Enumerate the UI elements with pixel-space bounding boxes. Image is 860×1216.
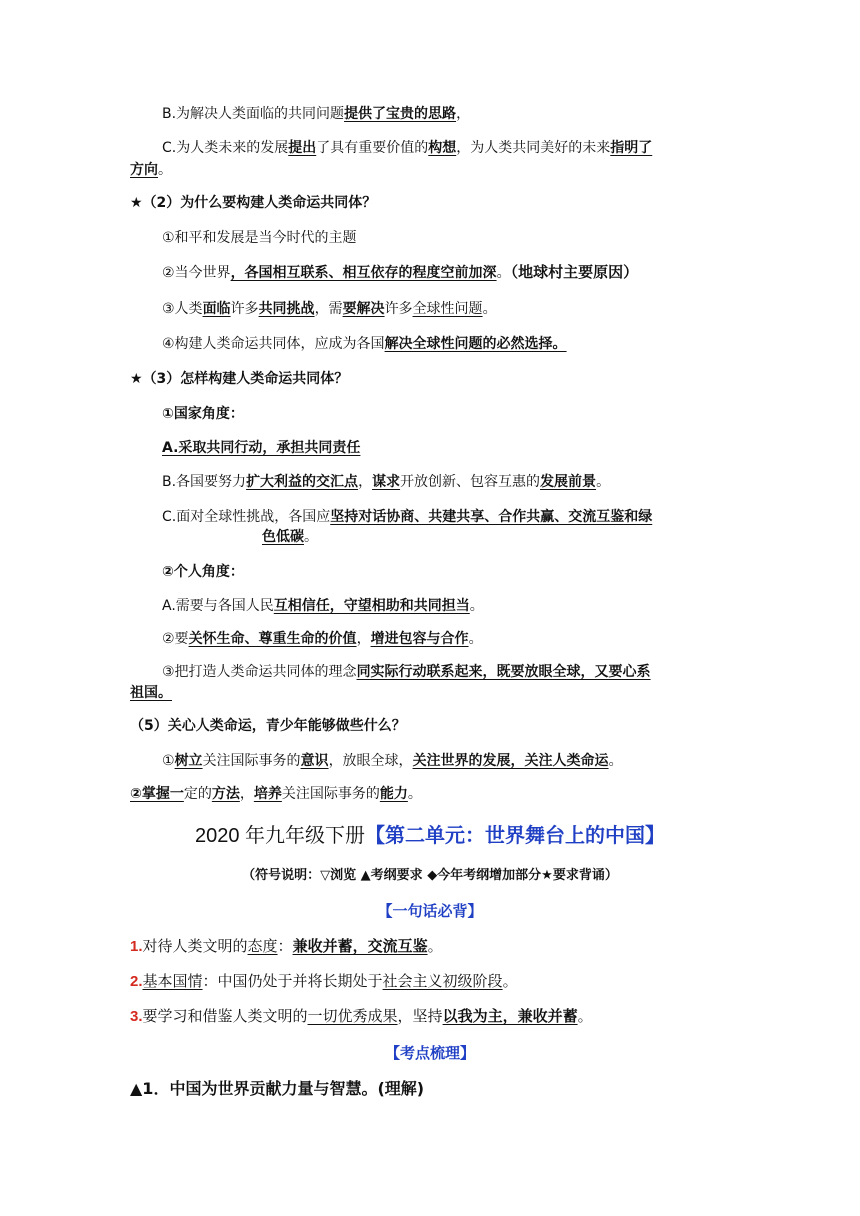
unit-name: 【第二单元：世界舞台上的中国】 bbox=[365, 825, 666, 847]
note: （地球村主要原因） bbox=[510, 264, 639, 281]
person-item-c bbox=[162, 662, 651, 682]
emphasis: 面临 bbox=[202, 301, 231, 317]
emphasis: 意识 bbox=[300, 753, 329, 769]
emphasis: 谋求 bbox=[372, 474, 401, 490]
text: B.各国要努力 bbox=[162, 474, 247, 490]
person-item-c-cont: 祖国。 bbox=[130, 685, 172, 701]
text: C.为人类未来的发展 bbox=[162, 140, 289, 156]
emphasis: 同实际行动联系起来，既要放眼全球，又要心系 bbox=[356, 664, 651, 680]
text: 。 bbox=[496, 265, 511, 281]
text: 。 bbox=[468, 631, 483, 647]
person-item-b bbox=[162, 629, 483, 649]
emphasis: 方法 bbox=[211, 786, 240, 802]
text: 。 bbox=[158, 162, 172, 178]
text: ，坚持 bbox=[397, 1008, 443, 1025]
must-recite-title: 【一句话必背】 bbox=[377, 902, 483, 920]
text: 要学习和借鉴人类文明的 bbox=[142, 1008, 308, 1025]
text: ，需 bbox=[314, 301, 343, 317]
text: ③把打造人类命运共同体的理念 bbox=[162, 664, 357, 680]
review-title: 【考点梳理】 bbox=[384, 1044, 475, 1062]
q3-item-c-cont bbox=[262, 527, 318, 547]
text: 开放创新、包容互惠的 bbox=[400, 474, 541, 490]
emphasis: 互相信任，守望相助和共同担当 bbox=[273, 598, 470, 614]
text: ：中国仍处于并将长期处于 bbox=[202, 973, 383, 990]
text: 。 bbox=[577, 1008, 593, 1025]
person-item-a bbox=[162, 596, 484, 616]
emphasis: 提供了宝贵的思路 bbox=[344, 106, 457, 122]
emphasis: ，各国相互联系、相互依存的程度空前加深 bbox=[230, 265, 497, 281]
text: 了具有重要价值的 bbox=[316, 140, 429, 156]
emphasis: 共同挑战 bbox=[258, 301, 315, 317]
text: ① bbox=[162, 753, 175, 769]
q3-item-a: A.采取共同行动，承担共同责任 bbox=[162, 440, 361, 456]
text: B.为解决人类面临的共同问题 bbox=[162, 106, 345, 122]
text: 2020 年九年级下册 bbox=[194, 825, 366, 847]
emphasis: 坚持对话协商、共建共享、合作共赢、交流互鉴和绿 bbox=[330, 509, 653, 525]
text: 。 bbox=[427, 938, 443, 955]
item-c-cont bbox=[130, 160, 172, 180]
emphasis: 态度 bbox=[247, 938, 278, 955]
emphasis: 色低碳 bbox=[262, 529, 304, 545]
text: 关注国际事务的 bbox=[281, 786, 380, 802]
emphasis: 一切优秀成果 bbox=[307, 1008, 398, 1025]
emphasis: 指明了 bbox=[610, 140, 653, 156]
q2-item-3 bbox=[162, 299, 497, 319]
text: ， bbox=[358, 474, 373, 490]
question-5-title: （5）关心人类命运，青少年能够做些什么？ bbox=[130, 718, 406, 734]
text: ④构建人类命运共同体，应成为各国 bbox=[162, 336, 385, 352]
text: 。 bbox=[304, 529, 318, 545]
text: 。 bbox=[502, 973, 518, 990]
text: ， bbox=[356, 631, 371, 647]
emphasis: 全球性问题 bbox=[412, 301, 483, 317]
emphasis: 要解决 bbox=[342, 301, 385, 317]
item-b bbox=[162, 104, 470, 124]
emphasis: 社会主义初级阶段 bbox=[382, 973, 503, 990]
review-point-1: ▲1．中国为世界贡献力量与智慧。(理解) bbox=[130, 1079, 425, 1098]
text: ②当今世界 bbox=[162, 265, 231, 281]
text: 。 bbox=[407, 786, 422, 802]
text: ③人类 bbox=[162, 301, 203, 317]
emphasis: 基本国情 bbox=[142, 973, 203, 990]
emphasis: 关怀生命、尊重生命的价值 bbox=[188, 631, 357, 647]
q2-item-2 bbox=[162, 263, 638, 283]
must-2 bbox=[130, 972, 518, 992]
text: ： bbox=[277, 938, 293, 955]
emphasis: 提出 bbox=[288, 140, 317, 156]
symbol-legend: （符号说明：▽浏览 ▲考纲要求 ◆今年考纲增加部分★要求背诵） bbox=[242, 868, 618, 883]
q3-item-b bbox=[162, 472, 610, 492]
emphasis: 以我为主，兼收并蓄 bbox=[442, 1008, 578, 1025]
number: 1. bbox=[130, 938, 143, 955]
text: ， bbox=[456, 106, 471, 122]
text: C.面对全球性挑战，各国应 bbox=[162, 509, 331, 525]
number: 3. bbox=[130, 1008, 143, 1025]
emphasis: ②掌握一 bbox=[130, 786, 184, 802]
emphasis: 树立 bbox=[174, 753, 203, 769]
emphasis: 扩大利益的交汇点 bbox=[246, 474, 359, 490]
text: ，放眼全球， bbox=[328, 753, 413, 769]
text: 。 bbox=[469, 598, 484, 614]
emphasis: 方向 bbox=[130, 162, 158, 178]
text: 许多 bbox=[384, 301, 413, 317]
emphasis: 发展前景 bbox=[540, 474, 597, 490]
q5-item-1 bbox=[162, 751, 623, 771]
text: ， bbox=[239, 786, 254, 802]
emphasis: 增进包容与合作 bbox=[370, 631, 469, 647]
q2-item-1: ①和平和发展是当今时代的主题 bbox=[162, 230, 357, 246]
individual-perspective: ②个人角度： bbox=[162, 564, 244, 580]
number: 2. bbox=[130, 973, 143, 990]
text: 。 bbox=[596, 474, 611, 490]
must-3 bbox=[130, 1007, 593, 1027]
unit-title bbox=[0, 823, 860, 849]
emphasis: 解决全球性问题的必然选择。 bbox=[384, 336, 567, 352]
text: 定的 bbox=[183, 786, 212, 802]
emphasis: 培养 bbox=[253, 786, 282, 802]
text: 。 bbox=[482, 301, 497, 317]
emphasis: 关注世界的发展，关注人类命运 bbox=[412, 753, 609, 769]
q3-item-c bbox=[162, 507, 652, 527]
state-perspective: ①国家角度： bbox=[162, 406, 244, 422]
text: 。 bbox=[608, 753, 623, 769]
emphasis: 兼收并蓄，交流互鉴 bbox=[292, 938, 428, 955]
text: 许多 bbox=[230, 301, 259, 317]
text: 对待人类文明的 bbox=[142, 938, 248, 955]
item-c bbox=[162, 138, 652, 158]
emphasis: 能力 bbox=[379, 786, 408, 802]
text: ，为人类共同美好的未来 bbox=[456, 140, 611, 156]
question-2-title: ★（2）为什么要构建人类命运共同体？ bbox=[130, 195, 377, 211]
text: 关注国际事务的 bbox=[202, 753, 301, 769]
question-3-title: ★（3）怎样构建人类命运共同体？ bbox=[130, 371, 349, 387]
text: A.需要与各国人民 bbox=[162, 598, 274, 614]
q5-item-2 bbox=[130, 784, 422, 804]
must-1 bbox=[130, 937, 443, 957]
text: ②要 bbox=[162, 631, 189, 647]
emphasis: 构想 bbox=[428, 140, 457, 156]
q2-item-4 bbox=[162, 334, 567, 354]
